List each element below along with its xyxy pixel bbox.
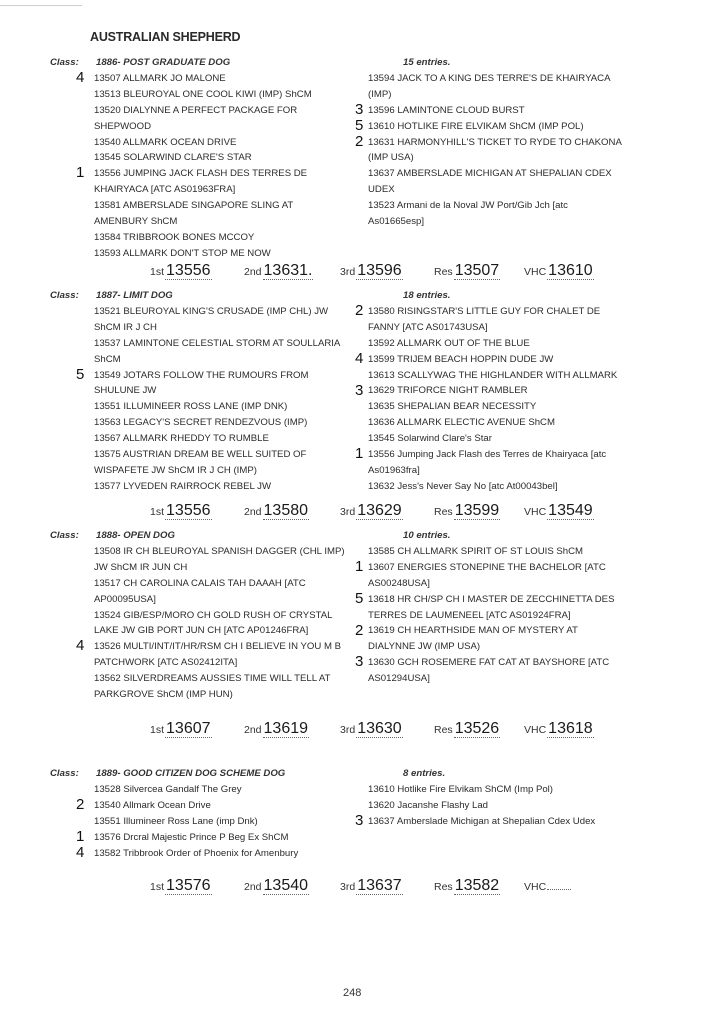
entry-line: 13540 ALLMARK OCEAN DRIVE (94, 136, 237, 148)
entry-line: FANNY [ATC AS01743USA] (368, 321, 488, 333)
result-label: Res (434, 266, 453, 278)
placing-mark: 5 (76, 365, 85, 383)
result-second (244, 262, 313, 280)
result-value: 13549 (548, 502, 593, 519)
entry-line: 13637 AMBERSLADE MICHIGAN AT SHEPALIAN CDEX (368, 168, 612, 180)
entry-line: 13528 Silvercea Gandalf The Grey (94, 784, 242, 795)
entry-line: 13594 JACK TO A KING DES TERRE'S DE KHAIRYACA (368, 73, 611, 84)
placing-mark: 4 (76, 637, 85, 655)
entry-line: 13537 LAMINTONE CELESTIAL STORM AT SOULLARIA (94, 337, 341, 349)
result-second (244, 720, 309, 738)
result-label: VHC (524, 881, 547, 893)
results-row (150, 716, 650, 738)
result-third (340, 502, 403, 520)
entry-column-right (368, 782, 658, 830)
placing-mark: 4 (76, 843, 85, 861)
entry-line: LAKE JW GIB PORT JUN CH [ATC AP01246FRA] (94, 625, 309, 637)
placing-mark: 3 (355, 100, 364, 118)
class-title: 1888- OPEN DOG (96, 530, 175, 541)
entry-line: 13545 Solarwind Clare's Star (368, 433, 492, 445)
result-first (150, 877, 212, 895)
entry-line: 13551 ILLUMINEER ROSS LANE (IMP DNK) (94, 401, 288, 413)
entry-line: 13526 MULTI/INT/IT/HR/RSM CH I BELIEVE IN YOU M B (94, 641, 342, 653)
placing-mark: 1 (355, 445, 364, 463)
class-title: 1886- POST GRADUATE DOG (96, 57, 231, 68)
entry-line: WISPAFETE JW ShCM IR J CH (IMP) (94, 464, 257, 476)
entry-line: 13567 ALLMARK RHEDDY TO RUMBLE (94, 433, 269, 445)
result-value: 13526 (454, 720, 500, 737)
entry-line: DIALYNNE JW (IMP USA) (368, 641, 481, 653)
entry-line: As01665esp] (368, 216, 425, 228)
placing-mark: 1 (76, 164, 85, 182)
entry-line: 13582 Tribbrook Order of Phoenix for Amenbury (94, 847, 299, 859)
entry-line: 13524 GIB/ESP/MORO CH GOLD RUSH OF CRYSTAL (94, 609, 333, 621)
result-label: 2nd (244, 881, 262, 893)
page-number: 248 (343, 987, 362, 999)
entry-line: 13610 Hotlike Fire Elvikam ShCM (Imp Pol) (368, 784, 554, 795)
entry-line: 13507 ALLMARK JO MALONE (94, 73, 226, 84)
entry-line: 13545 SOLARWIND CLARE'S STAR (94, 152, 252, 164)
placing-mark: 3 (355, 653, 364, 671)
entry-column-right (368, 304, 658, 495)
entry-column-right (368, 544, 658, 687)
entry-line: 13637 Amberslade Michigan at Shepalian Cdex Udex (368, 815, 596, 827)
result-value: 13582 (454, 877, 500, 894)
entry-line: PARKGROVE ShCM (IMP HUN) (94, 689, 233, 701)
entry-column-left (94, 71, 362, 262)
entry-line: 13631 HARMONYHILL'S TICKET TO RYDE TO CHAKONA (368, 136, 622, 148)
result-value: 13629 (357, 502, 402, 519)
result-second (244, 502, 309, 520)
results-row (150, 873, 650, 895)
entry-line: SHEPWOOD (94, 120, 152, 132)
entries-count: 10 entries. (403, 530, 451, 541)
entry-line: 13513 BLEUROYAL ONE COOL KIWI (IMP) ShCM (94, 88, 312, 100)
result-label: 2nd (244, 266, 262, 278)
entry-line: 13630 GCH ROSEMERE FAT CAT AT BAYSHORE [ATC (368, 657, 610, 669)
result-vhc (524, 502, 594, 520)
result-label: VHC (524, 724, 547, 736)
class-title: 1887- LIMIT DOG (96, 290, 173, 301)
result-label: Res (434, 724, 453, 736)
entry-line: 13619 CH HEARTHSIDE MAN OF MYSTERY AT (368, 625, 578, 637)
entry-line: TERRES DE LAUMENEEL [ATC AS01924FRA] (368, 609, 571, 621)
entry-line: JW ShCM IR JUN CH (94, 561, 188, 573)
result-label: 1st (150, 266, 165, 278)
result-res (434, 502, 500, 520)
result-label: 1st (150, 724, 165, 736)
entry-line: (IMP) (368, 88, 392, 100)
entry-line: 13575 AUSTRIAN DREAM BE WELL SUITED OF (94, 449, 307, 461)
result-label: 2nd (244, 506, 262, 518)
result-first (150, 720, 212, 738)
placing-mark: 3 (355, 381, 364, 399)
entry-line: 13632 Jess's Never Say No [atc At00043bel] (368, 480, 558, 492)
entry-line: 13540 Allmark Ocean Drive (94, 799, 211, 811)
entry-line: 13592 ALLMARK OUT OF THE BLUE (368, 337, 530, 349)
entries-count: 8 entries. (403, 768, 446, 779)
entry-column-left (94, 304, 362, 495)
entry-line: PATCHWORK [ATC AS02412ITA] (94, 657, 238, 669)
breed-heading: AUSTRALIAN SHEPHERD (90, 30, 241, 44)
entry-line: 13585 CH ALLMARK SPIRIT OF ST LOUIS ShCM (368, 546, 584, 557)
entry-line: 13636 ALLMARK ELECTIC AVENUE ShCM (368, 417, 555, 429)
result-res (434, 720, 500, 738)
entry-line: 13618 HR CH/SP CH I MASTER DE ZECCHINETTA DES (368, 593, 615, 605)
result-label: Res (434, 881, 453, 893)
result-value: 13576 (166, 877, 211, 894)
result-value: 13637 (357, 877, 402, 894)
results-row (150, 498, 650, 520)
result-value: 13540 (263, 877, 309, 894)
top-rule (0, 5, 82, 6)
class-label: Class: (50, 768, 79, 779)
entry-column-left (94, 544, 362, 703)
entry-line: AP00095USA] (94, 593, 156, 605)
entry-line: AS00248USA] (368, 577, 430, 589)
entry-line: 13581 AMBERSLADE SINGAPORE SLING AT (94, 200, 294, 212)
result-label: VHC (524, 266, 547, 278)
entry-line: 13610 HOTLIKE FIRE ELVIKAM ShCM (IMP POL) (368, 120, 584, 132)
result-value: 13596 (357, 262, 402, 279)
entry-line: 13580 RISINGSTAR'S LITTLE GUY FOR CHALET DE (368, 306, 601, 317)
result-label: 3rd (340, 724, 356, 736)
placing-mark: 4 (355, 349, 364, 367)
entry-line: 13593 ALLMARK DON'T STOP ME NOW (94, 247, 271, 259)
result-label: VHC (524, 506, 547, 518)
entry-line: 13599 TRIJEM BEACH HOPPIN DUDE JW (368, 353, 554, 365)
entries-count: 15 entries. (403, 57, 451, 68)
entry-line: 13629 TRIFORCE NIGHT RAMBLER (368, 385, 528, 397)
result-label: 3rd (340, 881, 356, 893)
result-label: Res (434, 506, 453, 518)
entry-line: ShCM (94, 353, 121, 365)
result-label: 3rd (340, 506, 356, 518)
entry-line: 13607 ENERGIES STONEPINE THE BACHELOR [ATC (368, 561, 606, 573)
class-label: Class: (50, 57, 79, 68)
result-first (150, 262, 212, 280)
entry-line: 13521 BLEUROYAL KING'S CRUSADE (IMP CHL) JW (94, 306, 329, 317)
result-value: 13631. (263, 262, 313, 279)
result-first (150, 502, 212, 520)
placing-mark: 2 (355, 621, 364, 639)
result-vhc (524, 877, 571, 895)
entry-line: AMENBURY ShCM (94, 216, 178, 228)
placing-mark: 2 (355, 302, 364, 319)
entry-line: 13576 Drcral Majestic Prince P Beg Ex ShCM (94, 831, 289, 843)
result-third (340, 877, 403, 895)
result-value: 13556 (166, 502, 211, 519)
result-value: 13580 (263, 502, 309, 519)
result-third (340, 262, 403, 280)
result-value (547, 889, 571, 890)
result-third (340, 720, 403, 738)
result-label: 3rd (340, 266, 356, 278)
result-value: 13630 (357, 720, 402, 737)
entry-line: 13584 TRIBBROOK BONES MCCOY (94, 231, 255, 243)
entry-line: As01963fra] (368, 464, 420, 476)
entry-line: 13508 IR CH BLEUROYAL SPANISH DAGGER (CHL IMP) (94, 546, 345, 557)
class-title: 1889- GOOD CITIZEN DOG SCHEME DOG (96, 768, 286, 779)
result-value: 13507 (454, 262, 500, 279)
entry-line: 13562 SILVERDREAMS AUSSIES TIME WILL TELL AT (94, 673, 331, 685)
result-value: 13619 (263, 720, 309, 737)
result-second (244, 877, 309, 895)
entry-line: 13520 DIALYNNE A PERFECT PACKAGE FOR (94, 104, 298, 116)
placing-mark: 1 (76, 827, 85, 845)
placing-mark: 1 (355, 557, 364, 575)
class-label: Class: (50, 530, 79, 541)
result-vhc (524, 720, 594, 738)
placing-mark: 2 (355, 132, 364, 150)
result-value: 13599 (454, 502, 500, 519)
entry-line: SHULUNE JW (94, 385, 157, 397)
entry-line: 13563 LEGACY'S SECRET RENDEZVOUS (IMP) (94, 417, 308, 429)
entry-line: 13551 Illumineer Ross Lane (imp Dnk) (94, 815, 258, 827)
entry-line: ShCM IR J CH (94, 321, 157, 333)
results-row (150, 258, 650, 280)
entries-count: 18 entries. (403, 290, 451, 301)
entry-line: 13523 Armani de la Noval JW Port/Gib Jch [atc (368, 200, 568, 212)
result-value: 13610 (548, 262, 593, 279)
entry-line: (IMP USA) (368, 152, 414, 164)
entry-line: 13577 LYVEDEN RAIRROCK REBEL JW (94, 480, 272, 492)
result-value: 13607 (166, 720, 211, 737)
entry-line: KHAIRYACA [ATC AS01963FRA] (94, 184, 236, 196)
placing-mark: 5 (355, 116, 364, 134)
class-label: Class: (50, 290, 79, 301)
placing-mark: 4 (76, 69, 85, 86)
entry-line: 13549 JOTARS FOLLOW THE RUMOURS FROM (94, 369, 309, 381)
placing-mark: 3 (355, 811, 364, 829)
result-res (434, 262, 500, 280)
result-label: 2nd (244, 724, 262, 736)
result-value: 13556 (166, 262, 211, 279)
entry-line: UDEX (368, 184, 395, 196)
entry-line: 13556 JUMPING JACK FLASH DES TERRES DE (94, 168, 308, 180)
entry-line: AS01294USA] (368, 673, 430, 685)
entry-line: 13635 SHEPALIAN BEAR NECESSITY (368, 401, 537, 413)
result-vhc (524, 262, 594, 280)
entry-line: 13620 Jacanshe Flashy Lad (368, 799, 489, 811)
entry-line: 13613 SCALLYWAG THE HIGHLANDER WITH ALLMARK (368, 369, 618, 381)
result-value: 13618 (548, 720, 593, 737)
placing-mark: 2 (76, 795, 85, 813)
result-label: 1st (150, 506, 165, 518)
entry-line: 13556 Jumping Jack Flash des Terres de Khairyaca [atc (368, 449, 607, 461)
entry-column-right (368, 71, 658, 230)
result-res (434, 877, 500, 895)
placing-mark: 5 (355, 589, 364, 607)
entry-line: 13596 LAMINTONE CLOUD BURST (368, 104, 525, 116)
entry-column-left (94, 782, 362, 861)
entry-line: 13517 CH CAROLINA CALAIS TAH DAAAH [ATC (94, 577, 306, 589)
result-label: 1st (150, 881, 165, 893)
